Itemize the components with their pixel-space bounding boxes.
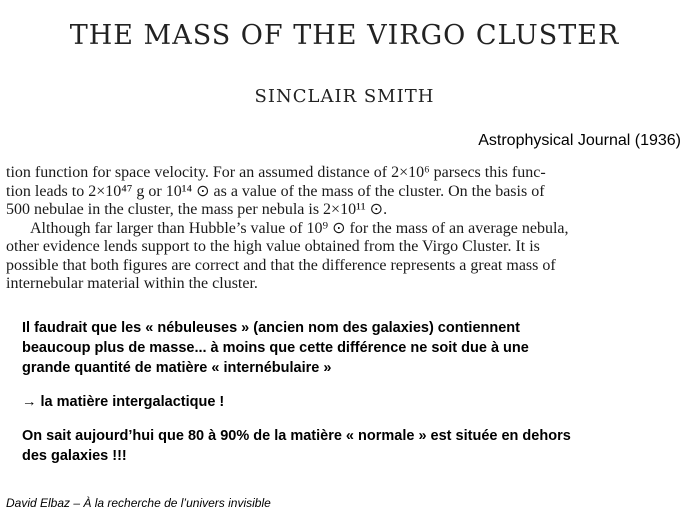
excerpt-line: 500 nebulae in the cluster, the mass per nebula is 2×10¹¹ ⊙. <box>6 201 388 218</box>
excerpt-line: other evidence lends support to the high value obtained from the Virgo Cluster. It is <box>6 238 540 255</box>
paper-author: SINCLAIR SMITH <box>254 86 435 107</box>
excerpt-line: possible that both figures are correct and that the difference represents a great mass of <box>6 256 556 274</box>
commentary-line: grande quantité de matière « internébulaire » <box>22 360 332 376</box>
commentary-line: des galaxies !!! <box>22 448 127 464</box>
excerpt-line: internebular material within the cluster. <box>6 275 258 292</box>
paper-title: THE MASS OF THE VIRGO CLUSTER <box>69 20 620 51</box>
excerpt-line: Although far larger than Hubble’s value of 10⁹ ⊙ for the mass of an average nebula, <box>30 219 569 237</box>
spacer <box>22 412 662 426</box>
commentary-block <box>22 318 662 466</box>
commentary-line: On sait aujourd’hui que 80 à 90% de la matière « normale » est située en dehors <box>22 428 571 444</box>
commentary-line: Il faudrait que les « nébuleuses » (ancien nom des galaxies) contiennent <box>22 320 520 336</box>
excerpt-line: tion function for space velocity. For an assumed distance of 2×10⁶ parsecs this func- <box>6 164 546 181</box>
excerpt-line: tion leads to 2×10⁴⁷ g or 10¹⁴ ⊙ as a value of the mass of the cluster. On the basis of <box>6 182 545 200</box>
commentary-line: beaucoup plus de masse... à moins que cette différence ne soit due à une <box>22 340 529 356</box>
commentary-conclusion: → la matière intergalactique ! <box>22 394 225 410</box>
journal-citation: Astrophysical Journal (1936) <box>478 132 681 149</box>
spacer <box>22 378 662 392</box>
slide-footer: David Elbaz – À la recherche de l’univers invisible <box>6 496 271 510</box>
paper-excerpt <box>6 164 686 294</box>
